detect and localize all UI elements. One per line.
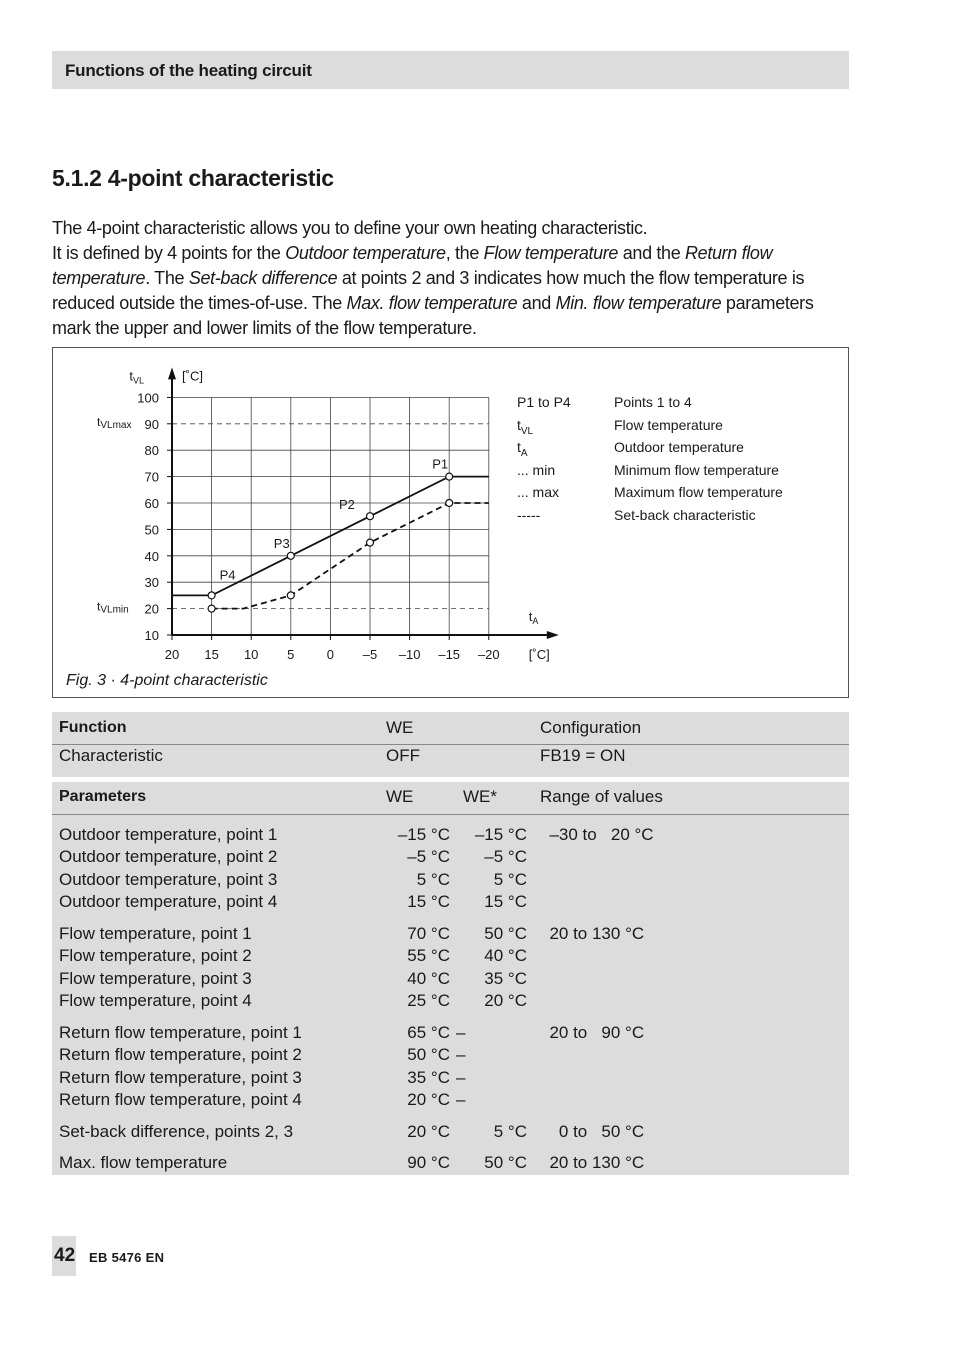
parameter-we-star-cell: – xyxy=(456,1089,533,1112)
we-star-header-cell: WE* xyxy=(456,782,533,815)
legend-value: Points 1 to 4 xyxy=(614,394,692,410)
x-tick-label: –5 xyxy=(362,647,378,662)
spacer-row xyxy=(52,1013,849,1022)
empty-header-cell xyxy=(456,712,533,745)
setback-point-marker xyxy=(208,605,215,612)
tvlmax-label: tVLmax xyxy=(97,414,132,431)
y-tick-label: 40 xyxy=(144,548,159,564)
point-marker xyxy=(208,592,215,599)
parameter-we-cell: 70 °C xyxy=(379,923,456,946)
x-tick-label: 20 xyxy=(164,647,180,662)
parameter-range-cell: 0 to 50 °C xyxy=(533,1121,849,1144)
y-tick-label: 20 xyxy=(144,601,159,617)
parameter-we-star-cell: – xyxy=(456,1044,533,1067)
point-label: P4 xyxy=(219,567,236,583)
parameter-we-star-cell: –15 °C xyxy=(456,824,533,847)
setback-point-marker xyxy=(287,592,294,599)
y-tick-label: 70 xyxy=(144,469,159,485)
y-tick-label: 80 xyxy=(144,443,159,459)
parameter-we-cell: 55 °C xyxy=(379,945,456,968)
parameter-range-cell xyxy=(533,891,849,914)
parameter-name-cell: Outdoor temperature, point 3 xyxy=(52,869,379,892)
x-tick-label: 5 xyxy=(287,647,295,662)
tvlmin-label: tVLmin xyxy=(97,599,129,616)
point-label: P3 xyxy=(273,535,290,551)
parameter-we-cell: 15 °C xyxy=(379,891,456,914)
page-number: 42 xyxy=(54,1245,76,1266)
parameter-row xyxy=(52,923,849,946)
y-axis-arrow xyxy=(168,367,176,379)
parameter-row xyxy=(52,1044,849,1067)
parameter-we-cell: 50 °C xyxy=(379,1044,456,1067)
parameter-name-cell: Set-back difference, points 2, 3 xyxy=(52,1121,379,1144)
point-marker xyxy=(287,552,294,559)
page-heading: 5.1.2 4-point characteristic xyxy=(52,165,334,191)
x-axis-unit: [˚C] xyxy=(528,647,550,662)
y-axis-label: $t_{VL}$ xyxy=(129,368,144,386)
parameter-we-cell: –15 °C xyxy=(379,824,456,847)
parameter-row xyxy=(52,1121,849,1144)
spacer-row xyxy=(52,768,849,777)
function-header-row xyxy=(52,712,849,745)
spacer-row xyxy=(52,1143,849,1152)
x-tick-label: –10 xyxy=(398,647,421,662)
parameter-we-cell: 20 °C xyxy=(379,1089,456,1112)
configuration-header-cell: Configuration xyxy=(533,712,849,745)
parameter-row xyxy=(52,891,849,914)
parameter-row xyxy=(52,846,849,869)
parameter-range-cell xyxy=(533,1044,849,1067)
parameter-we-star-cell: 40 °C xyxy=(456,945,533,968)
y-tick-label: 30 xyxy=(144,575,159,591)
parameter-we-star-cell: – xyxy=(456,1067,533,1090)
empty-cell xyxy=(456,745,533,768)
parameter-name-cell: Return flow temperature, point 2 xyxy=(52,1044,379,1067)
parameter-we-star-cell: 50 °C xyxy=(456,923,533,946)
function-row xyxy=(52,745,849,768)
y-tick-label: 90 xyxy=(144,416,159,432)
parameter-range-cell xyxy=(533,1089,849,1112)
legend-value: Set-back characteristic xyxy=(614,506,756,523)
parameter-we-star-cell: 5 °C xyxy=(456,869,533,892)
intro-paragraph-1: The 4-point characteristic allows you to define your own heating characteristic. xyxy=(52,218,648,238)
parameter-we-cell: 40 °C xyxy=(379,968,456,991)
parameter-name-cell: Outdoor temperature, point 4 xyxy=(52,891,379,914)
legend-key: ----- xyxy=(517,506,541,523)
legend-key: P1 to P4 xyxy=(517,394,571,410)
parameter-range-cell xyxy=(533,869,849,892)
we-header-cell: WE xyxy=(379,782,456,815)
parameter-we-cell: 35 °C xyxy=(379,1067,456,1090)
parameter-name-cell: Flow temperature, point 2 xyxy=(52,945,379,968)
page-number-box xyxy=(52,1236,76,1276)
y-tick-label: 60 xyxy=(144,496,159,511)
point-label: P2 xyxy=(339,497,355,513)
parameter-we-cell: 90 °C xyxy=(379,1152,456,1175)
parameter-range-cell xyxy=(533,968,849,991)
intro-text xyxy=(52,216,852,341)
point-label: P1 xyxy=(432,456,449,472)
document-id: EB 5476 EN xyxy=(89,1250,165,1265)
parameter-name-cell: Flow temperature, point 1 xyxy=(52,923,379,946)
parameter-name-cell: Return flow temperature, point 4 xyxy=(52,1089,379,1112)
legend-key: ... max xyxy=(517,484,560,500)
y-axis-unit: [˚C] xyxy=(182,368,203,384)
x-tick-label: 10 xyxy=(243,647,259,662)
parameter-name-cell: Return flow temperature, point 1 xyxy=(52,1022,379,1045)
parameter-range-cell xyxy=(533,990,849,1013)
parameter-name-cell: Flow temperature, point 3 xyxy=(52,968,379,991)
parameter-we-star-cell: – xyxy=(456,1022,533,1045)
parameter-we-star-cell: 35 °C xyxy=(456,968,533,991)
parameters-header-cell: Parameters xyxy=(52,782,379,815)
figure-caption: Fig. 3 · 4-point characteristic xyxy=(66,672,268,689)
x-axis-arrow xyxy=(547,631,559,639)
function-name-cell: Characteristic xyxy=(52,745,379,768)
x-tick-label: 15 xyxy=(204,647,219,662)
figure-box xyxy=(52,347,849,698)
parameter-range-cell: 20 to 130 °C xyxy=(533,923,849,946)
x-tick-label: –15 xyxy=(438,647,461,662)
point-marker xyxy=(446,473,453,480)
parameter-we-star-cell: 5 °C xyxy=(456,1121,533,1144)
we-header-cell: WE xyxy=(379,712,456,745)
parameter-range-cell: 20 to 90 °C xyxy=(533,1022,849,1045)
parameter-we-star-cell: 15 °C xyxy=(456,891,533,914)
y-tick-label: 50 xyxy=(144,522,159,538)
parameter-row xyxy=(52,869,849,892)
parameters-table xyxy=(52,712,849,1175)
parameter-we-cell: 65 °C xyxy=(379,1022,456,1045)
setback-point-marker xyxy=(367,539,374,546)
parameter-name-cell: Return flow temperature, point 3 xyxy=(52,1067,379,1090)
range-header-cell: Range of values xyxy=(533,782,849,815)
y-tick-label: 10 xyxy=(144,628,159,643)
setback-point-marker xyxy=(446,500,453,507)
parameter-row xyxy=(52,1089,849,1112)
parameter-name-cell: Outdoor temperature, point 1 xyxy=(52,824,379,847)
parameter-we-cell: 20 °C xyxy=(379,1121,456,1144)
parameter-we-star-cell: –5 °C xyxy=(456,846,533,869)
x-tick-label: 0 xyxy=(326,647,335,662)
parameter-range-cell xyxy=(533,945,849,968)
parameter-we-cell: 25 °C xyxy=(379,990,456,1013)
spacer-row xyxy=(52,814,849,824)
legend-value: Maximum flow temperature xyxy=(614,484,783,500)
intro-paragraph-2: It is defined by 4 points for the Outdoor temperature, the Flow temperature and the Return flow temperature. The Set-back difference at points 2 and 3 indicates how much the flow temperature is reduced outside the times-of-use. The Max. flow temperature and Min. flow temperature parameters mark the upper and lower limits of the flow temperature. xyxy=(52,243,814,338)
function-header-cell: Function xyxy=(52,712,379,745)
parameter-we-cell: 5 °C xyxy=(379,869,456,892)
y-tick-label: 100 xyxy=(137,390,159,406)
parameter-row xyxy=(52,968,849,991)
legend-value: Outdoor temperature xyxy=(614,439,744,455)
parameter-we-star-cell: 50 °C xyxy=(456,1152,533,1175)
parameter-row xyxy=(52,824,849,847)
characteristic-chart xyxy=(53,348,850,699)
parameter-range-cell: 20 to 130 °C xyxy=(533,1152,849,1175)
parameter-range-cell: –30 to 20 °C xyxy=(533,824,849,847)
spacer-row xyxy=(52,1112,849,1121)
x-axis-label: $t_A$ xyxy=(528,609,539,626)
function-config-cell: FB19 = ON xyxy=(533,745,849,768)
legend-key: $t_{VL}$ xyxy=(517,416,534,437)
parameter-range-cell xyxy=(533,846,849,869)
legend-key: $t_A$ xyxy=(517,439,528,459)
section-header-bar xyxy=(52,51,849,89)
parameter-row xyxy=(52,990,849,1013)
parameter-range-cell xyxy=(533,1067,849,1090)
parameter-we-cell: –5 °C xyxy=(379,846,456,869)
point-marker xyxy=(367,513,374,520)
legend-value: Flow temperature xyxy=(614,416,723,433)
function-we-cell: OFF xyxy=(379,745,456,768)
x-tick-label: –20 xyxy=(477,647,500,662)
parameter-name-cell: Outdoor temperature, point 2 xyxy=(52,846,379,869)
parameter-row xyxy=(52,945,849,968)
legend-value: Minimum flow temperature xyxy=(614,461,779,478)
parameter-we-star-cell: 20 °C xyxy=(456,990,533,1013)
parameter-row xyxy=(52,1067,849,1090)
parameters-header-row xyxy=(52,782,849,815)
legend-key: ... min xyxy=(517,461,556,478)
parameter-row xyxy=(52,1022,849,1045)
parameter-row xyxy=(52,1152,849,1175)
parameter-name-cell: Flow temperature, point 4 xyxy=(52,990,379,1013)
parameter-name-cell: Max. flow temperature xyxy=(52,1152,379,1175)
section-header-title: Functions of the heating circuit xyxy=(65,61,312,80)
spacer-row xyxy=(52,914,849,923)
